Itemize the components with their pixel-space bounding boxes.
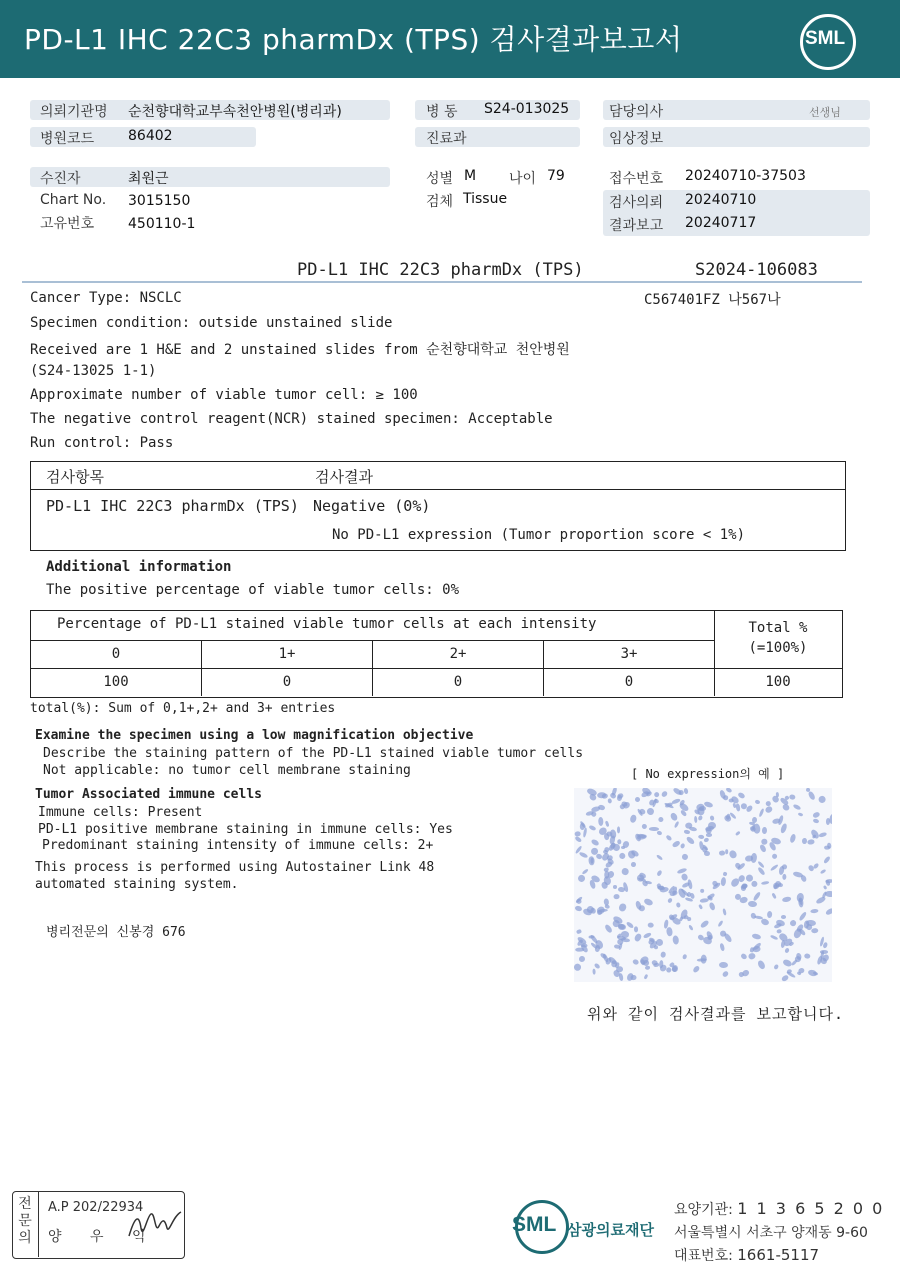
cell-nucleus [607,798,612,804]
cell-nucleus [681,853,689,861]
result-item: PD-L1 IHC 22C3 pharmDx (TPS) [46,497,299,515]
doctor-suffix: 선생님 [809,106,841,119]
age-value: 79 [547,168,565,184]
cell-nucleus [782,874,786,881]
cell-nucleus [614,894,620,900]
cell-nucleus [661,791,669,799]
patient-bar [30,167,390,187]
cell-nucleus [673,821,679,829]
image-caption: [ No expression의 예 ] [631,767,785,781]
stamp-license: A.P 202/22934 [48,1200,144,1215]
cell-nucleus [708,822,716,829]
cell-nucleus [754,799,760,805]
cell-nucleus [700,919,710,928]
cell-nucleus [591,838,601,847]
receipt-label: 접수번호 [609,171,664,187]
cell-nucleus [683,788,688,794]
cell-nucleus [767,911,773,918]
result-table-divider [30,489,845,490]
specimen-micrograph [574,788,832,982]
report-label: 결과보고 [609,218,664,234]
institution-label: 의뢰기관명 [40,104,108,120]
cell-nucleus [597,817,603,827]
cell-nucleus [699,897,708,903]
code-line: C567401FZ 나567나 [644,292,781,308]
cell-nucleus [577,929,583,934]
foundation-name: 삼광의료재단 [567,1221,654,1239]
cell-nucleus [580,823,585,830]
cell-nucleus [812,810,820,818]
cell-nucleus [577,875,585,883]
cell-nucleus [774,964,780,970]
cell-nucleus [630,814,638,824]
cell-nucleus [740,953,748,960]
cell-nucleus [706,935,712,941]
cell-nucleus [655,869,662,877]
cell-nucleus [591,848,598,855]
cell-nucleus [801,838,806,844]
cell-nucleus [820,868,827,874]
cell-nucleus [717,920,723,928]
cell-nucleus [604,923,613,933]
report-title: PD-L1 IHC 22C3 pharmDx (TPS) 검사결과보고서 [24,23,683,56]
examine-title: Examine the specimen using a low magnification objective [35,728,474,743]
cell-nucleus [759,807,765,816]
specimen-value: Tissue [463,191,508,207]
cell-nucleus [734,831,740,837]
cell-nucleus [633,926,638,932]
closing-text: 위와 같이 검사결과를 보고합니다. [587,1005,844,1023]
cell-nucleus [818,795,826,803]
cell-nucleus [826,842,831,848]
cell-nucleus [704,837,710,843]
cell-nucleus [698,814,703,820]
result-value: Negative (0%) [313,497,431,515]
cell-nucleus [642,974,648,980]
total-note: total(%): Sum of 0,1+,2+ and 3+ entries [30,701,336,716]
unique-label: 고유번호 [40,216,95,232]
process-line: This process is performed using Autostainer Link 48 [35,860,435,875]
cell-nucleus [753,824,761,834]
cell-nucleus [590,858,593,864]
total-header-sub: (=100%) [748,640,808,656]
cell-nucleus [823,855,831,864]
cell-nucleus [693,816,697,823]
cell-nucleus [697,904,702,910]
hospital-code-label: 병원코드 [40,131,95,147]
cell-nucleus [719,851,725,856]
pathologist: 병리전문의 신봉경 676 [46,925,186,940]
cell-nucleus [620,937,629,942]
cell-nucleus [604,821,609,828]
cell-nucleus [634,933,643,943]
cell-nucleus [804,953,810,958]
cell-nucleus [757,867,766,876]
cell-nucleus [700,889,704,894]
phone-label: 대표번호: [674,1248,738,1264]
cell-nucleus [682,954,687,960]
cell-nucleus [613,885,618,889]
receipt-value: 20240710-37503 [685,168,806,184]
cell-nucleus [789,794,795,799]
cell-nucleus [666,926,673,936]
cell-nucleus [824,891,832,897]
cell-nucleus [574,905,582,912]
cell-nucleus [752,817,758,824]
cell-nucleus [574,963,582,972]
report-number: S2024-106083 [695,260,818,280]
cell-nucleus [710,816,715,822]
cell-nucleus [723,932,733,943]
intensity-column-header: 2+ [449,646,467,662]
cell-nucleus [693,965,701,973]
cell-nucleus [815,896,826,905]
cell-nucleus [762,827,767,834]
cell-nucleus [807,969,817,977]
intensity-column-header: 3+ [620,646,638,662]
cell-nucleus [687,916,692,921]
stamp-divider [38,1191,39,1257]
cell-nucleus [752,932,762,939]
cell-nucleus [782,896,792,903]
cell-nucleus [750,853,757,863]
cell-nucleus [760,918,770,927]
cell-nucleus [579,851,589,859]
test-title: PD-L1 IHC 22C3 pharmDx (TPS) [297,260,584,280]
cell-nucleus [829,814,832,824]
cell-nucleus [658,960,663,968]
specimen-label: 검체 [426,194,454,210]
phone-value: 1661-5117 [737,1246,820,1264]
cell-nucleus [657,816,664,823]
cell-nucleus [761,881,770,886]
patient-label: 수진자 [40,171,81,187]
cell-nucleus [781,915,786,919]
cell-nucleus [642,823,648,829]
immune-line: PD-L1 positive membrane staining in immune cells: Yes [38,822,453,837]
clinical-info-label: 임상정보 [609,131,664,147]
cell-nucleus [793,803,802,810]
cell-nucleus [706,833,712,836]
cell-nucleus [680,843,686,849]
examine-line: Not applicable: no tumor cell membrane staining [43,763,411,778]
cell-nucleus [644,965,650,969]
stamp-name: 양 우 익 [48,1229,158,1245]
immune-line: Immune cells: Present [38,805,203,820]
cell-nucleus [759,844,767,854]
report-line: The negative control reagent(NCR) stained specimen: Acceptable [30,411,553,427]
cell-nucleus [722,970,730,977]
cell-nucleus [721,877,727,886]
age-label: 나이 [509,171,537,187]
cell-nucleus [688,924,694,930]
cell-nucleus [672,936,680,946]
footer-address: 서울특별시 서초구 양재동 9-60 [674,1225,868,1241]
cell-nucleus [807,791,816,801]
cell-nucleus [647,922,654,928]
doctor-label: 담당의사 [609,104,664,120]
institution-code [674,1199,884,1219]
intensity-value: 100 [103,674,129,690]
request-value: 20240710 [685,192,757,208]
sml-logo: SML [805,28,846,49]
institution-code-label: 요양기관: [674,1202,738,1218]
cell-nucleus [708,902,716,912]
cell-nucleus [676,902,681,908]
cell-nucleus [619,853,627,861]
cell-nucleus [797,812,803,817]
cell-nucleus [616,793,624,800]
ward-value: S24-013025 [484,101,570,117]
institution-value: 순천향대학교부속천안병원(병리과) [128,104,342,120]
cell-nucleus [735,803,741,811]
title-divider [22,281,862,283]
cell-nucleus [782,958,792,967]
stamp-vertical-label: 전문의 [18,1196,32,1246]
cell-nucleus [788,919,796,928]
report-line: Cancer Type: NSCLC [30,290,182,306]
chart-label: Chart No. [40,192,107,208]
cell-nucleus [752,891,761,901]
cell-nucleus [657,831,663,836]
cell-nucleus [665,834,672,841]
report-line: Run control: Pass [30,435,174,451]
cell-nucleus [726,788,733,793]
process-line: automated staining system. [35,877,239,892]
cell-nucleus [823,885,828,890]
result-col-item-header: 검사항목 [46,468,104,486]
cell-nucleus [789,833,797,843]
cell-nucleus [719,961,728,967]
intensity-total: 100 [765,674,791,690]
footer-phone [674,1245,819,1265]
cell-nucleus [634,796,641,803]
cell-nucleus [781,863,787,869]
report-line: Approximate number of viable tumor cell: ≥ 100 [30,387,418,403]
intensity-column-header: 0 [111,646,121,662]
cell-nucleus [810,909,819,914]
cell-nucleus [625,972,634,982]
cell-nucleus [601,793,608,799]
immune-title: Tumor Associated immune cells [35,787,262,802]
cell-nucleus [656,854,664,861]
cell-nucleus [728,850,738,861]
result-detail: No PD-L1 expression (Tumor proportion score < 1%) [332,527,746,543]
cell-nucleus [722,871,727,876]
cell-nucleus [818,832,827,838]
cell-nucleus [757,959,766,970]
cell-nucleus [621,867,629,875]
intensity-value: 0 [282,674,292,690]
ward-label: 병 동 [426,104,458,120]
cell-nucleus [781,803,790,812]
cell-nucleus [748,901,758,908]
request-label: 검사의뢰 [609,195,664,211]
cell-nucleus [645,807,655,816]
patient-value: 최원근 [128,171,169,187]
cell-nucleus [617,826,620,833]
hospital-code-value: 86402 [128,128,173,144]
cell-nucleus [719,943,725,952]
cell-nucleus [646,791,653,798]
cell-nucleus [667,897,673,903]
examine-line: Describe the staining pattern of the PD-L1 stained viable tumor cells [43,746,584,761]
cell-nucleus [737,792,746,800]
cell-nucleus [660,951,666,958]
cell-nucleus [588,825,596,832]
report-value: 20240717 [685,215,757,231]
cell-nucleus [722,908,727,915]
cell-nucleus [770,864,779,872]
cell-nucleus [654,792,660,798]
cell-nucleus [770,893,776,900]
cell-nucleus [749,952,757,960]
cell-nucleus [618,902,627,912]
cell-nucleus [596,910,603,917]
cell-nucleus [770,934,779,941]
additional-title: Additional information [46,559,232,575]
cell-nucleus [630,862,635,867]
sex-value: M [464,168,477,184]
cell-nucleus [632,958,640,965]
cell-nucleus [784,948,790,954]
cell-nucleus [772,853,778,859]
cell-nucleus [574,836,582,844]
cell-nucleus [751,880,757,887]
report-line: (S24-13025 1-1) [30,363,157,379]
cell-nucleus [638,905,645,912]
chart-value: 3015150 [128,193,191,209]
intensity-value: 0 [624,674,634,690]
cell-nucleus [689,826,698,832]
total-header: Total % [748,620,808,636]
cell-nucleus [806,839,814,845]
cell-nucleus [812,818,819,824]
signature-icon [125,1206,185,1246]
cell-nucleus [586,788,597,796]
cell-nucleus [579,956,586,963]
intensity-header: Percentage of PD-L1 stained viable tumor cells at each intensity [57,616,597,632]
cell-nucleus [685,836,695,846]
cell-nucleus [581,868,588,874]
cell-nucleus [741,969,750,978]
cell-nucleus [592,969,596,975]
sex-label: 성별 [426,171,454,187]
cell-nucleus [684,830,691,835]
cell-nucleus [643,898,653,907]
intensity-values-divider [30,668,842,669]
cell-nucleus [684,897,692,902]
cell-nucleus [618,887,625,893]
footer-logo: SML [512,1213,557,1236]
immune-line: Predominant staining intensity of immune cells: 2+ [42,838,434,853]
institution-code-value: 1 1 3 6 5 2 0 0 [737,1199,885,1218]
cell-nucleus [656,885,665,891]
report-line: Specimen condition: outside unstained slide [30,315,393,331]
intensity-column-header: 1+ [278,646,296,662]
cell-nucleus [825,907,832,916]
department-label: 진료과 [426,131,467,147]
intensity-value: 0 [453,674,463,690]
report-line: Received are 1 H&E and 2 unstained slides from 순천향대학교 천안병원 [30,342,570,358]
cell-nucleus [800,875,808,884]
unique-value: 450110-1 [128,216,196,232]
cell-nucleus [765,805,774,814]
result-col-result-header: 검사결과 [315,468,373,486]
additional-text: The positive percentage of viable tumor cells: 0% [46,582,460,598]
cell-nucleus [700,955,707,964]
cell-nucleus [811,928,819,934]
